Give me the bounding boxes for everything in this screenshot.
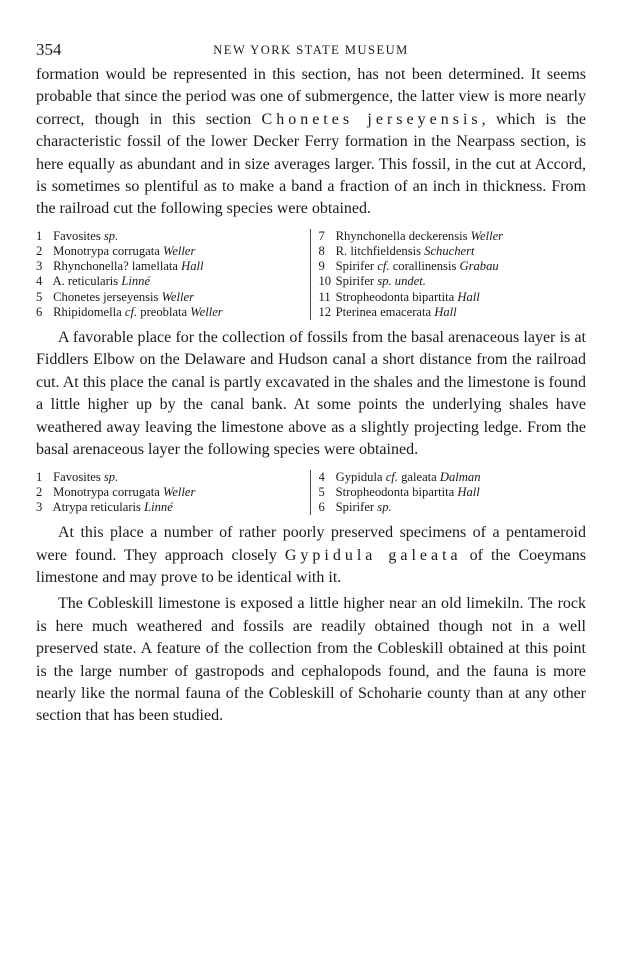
entry-number: 11 [318, 289, 331, 304]
species-list-2-left-column [36, 470, 311, 516]
species-entry [319, 485, 587, 500]
paragraph-2: A favorable place for the collection of fossils from the basal arenaceous layer is at Fiddlers Elbow on the Delaware and Hudson canal a short distance from the railroad cut. At this place the canal is partly excavated in the shales and the limestone is found a little higher up by the canal bank. At some points the underlying shales have weathered away leaving the limestone above as a slightly projecting ledge. From the basal arenaceous layer the following species were obtained. [36, 329, 586, 459]
entry-name: Stropheodonta bipartita [335, 289, 455, 304]
entry-number: 12 [318, 304, 332, 319]
species-entry [319, 470, 587, 485]
entry-author: Weller [470, 228, 504, 243]
entry-name-cont: preoblata [140, 304, 188, 319]
paragraph-4: The Cobleskill limestone is exposed a little higher near an old limekiln. The rock is here much weathered and fossils are readily obtained though not in a well preserved state. A feature of the collection from the Cobleskill obtained at this point is the large number of gastropods and cephalopods found, and the fauna is more nearly like the normal fauna of the Cobleskill of Schoharie county than at any other section that has been studied. [36, 595, 586, 725]
entry-name: R. litchfieldensis [335, 244, 422, 259]
entry-number: 5 [36, 289, 43, 304]
paragraph-3 [36, 522, 586, 589]
entry-number: 6 [318, 499, 325, 514]
entry-name: Spirifer [335, 274, 375, 289]
running-head: NEW YORK STATE MUSEUM [213, 43, 409, 57]
entry-name: Spirifer [335, 499, 375, 514]
entry-name: Rhipidomella [53, 304, 122, 319]
entry-name: Pterinea emacerata [335, 304, 432, 319]
entry-author: Schuchert [424, 244, 475, 259]
paragraph-1 [36, 64, 586, 221]
entry-author: Linné [121, 274, 151, 289]
entry-name: Monotrypa corrugata [53, 484, 160, 499]
entry-number: 4 [318, 469, 325, 484]
entry-number: 3 [36, 259, 43, 274]
entry-name: Stropheodonta bipartita [335, 484, 455, 499]
entry-author: Linné [144, 499, 173, 514]
entry-number: 2 [36, 244, 43, 259]
entry-qualifier: sp. [377, 499, 392, 514]
page-number: 354 [36, 40, 62, 59]
species-list-1-left-column [36, 229, 311, 320]
entry-name: Favosites [53, 469, 101, 484]
entry-qualifier: sp. [103, 469, 119, 484]
entry-author: Hall [181, 259, 204, 274]
entry-number: 4 [36, 274, 43, 289]
species-entry [36, 485, 304, 500]
species-entry [36, 274, 304, 289]
species-entry [319, 290, 587, 305]
entry-qualifier: cf. [385, 469, 398, 484]
species-entry [36, 305, 304, 320]
species-entry [319, 305, 587, 320]
entry-number: 1 [36, 228, 43, 243]
species-list-1 [36, 229, 586, 320]
species-list-1-right-column [311, 229, 587, 320]
species-entry [319, 274, 587, 289]
paragraph-3-text-b: of the Coeymans limestone and may prove to be identical with it. [36, 546, 587, 586]
entry-number: 3 [36, 499, 43, 514]
entry-qualifier: sp. [103, 228, 119, 243]
entry-qualifier: cf. [124, 304, 138, 319]
species-entry [36, 470, 304, 485]
entry-name: Rhynchonella? lamellata [53, 259, 178, 274]
species-entry [319, 229, 587, 244]
entry-name: Rhynchonella deckerensis [335, 228, 468, 243]
page-header [36, 40, 586, 64]
species-entry [36, 259, 304, 274]
species-entry [36, 500, 304, 515]
entry-number: 5 [318, 484, 325, 499]
species-entry [319, 259, 587, 274]
entry-number: 8 [318, 244, 325, 259]
entry-name: Spirifer [335, 259, 375, 274]
entry-author: Dalman [439, 469, 481, 484]
entry-qualifier: cf. [377, 259, 390, 274]
entry-name-cont: corallinensis [392, 259, 457, 274]
entry-name: Favosites [53, 228, 101, 243]
species-entry [319, 500, 587, 515]
paragraph-3-text-a: At this place a number of rather poorly preserved specimens of a pentameroid were found. They approach closely [36, 524, 586, 564]
species-entry [319, 244, 587, 259]
entry-number: 7 [318, 228, 325, 243]
entry-author: Weller [161, 289, 195, 304]
entry-name: Atrypa reticularis [52, 499, 141, 514]
entry-name: Chonetes jerseyensis [53, 289, 159, 304]
entry-author: Hall [434, 304, 457, 319]
entry-name: Monotrypa corrugata [53, 244, 160, 259]
entry-name-cont: galeata [401, 469, 437, 484]
entry-name: A. reticularis [52, 274, 119, 289]
entry-author: Hall [457, 484, 480, 499]
entry-qualifier: sp. undet. [377, 274, 426, 289]
entry-author: Weller [162, 484, 196, 499]
species-name: Gypidula galeata [284, 546, 462, 564]
entry-author: Grabau [459, 259, 499, 274]
species-list-2-right-column [311, 470, 587, 516]
entry-number: 10 [318, 274, 332, 289]
entry-name: Gypidula [335, 469, 383, 484]
paragraph-1-text-a: formation would be represented in this section, has not been determined. It seems probable that since the period was one of submergence, the latter view is more nearly correct, though in this section [36, 66, 586, 128]
entry-number: 1 [36, 469, 43, 484]
entry-number: 2 [36, 484, 43, 499]
paragraph-1-text-b: , which is the characteristic fossil of the lower Decker Ferry formation in the Nearpass section, is here equally as abundant and in size averages larger. This fossil, in the cut at Accord, is sometimes so plentiful as to make a band a fraction of an inch in thickness. From the railroad cut the following species were obtained. [36, 110, 587, 218]
entry-author: Hall [457, 289, 480, 304]
species-entry [36, 229, 304, 244]
entry-number: 9 [318, 259, 325, 274]
entry-author: Weller [190, 304, 223, 319]
entry-number: 6 [36, 304, 43, 319]
entry-author: Weller [162, 244, 196, 259]
species-list-2 [36, 470, 586, 516]
species-entry [36, 290, 304, 305]
species-name: Chonetes jerseyensis [261, 110, 482, 128]
species-entry [36, 244, 304, 259]
